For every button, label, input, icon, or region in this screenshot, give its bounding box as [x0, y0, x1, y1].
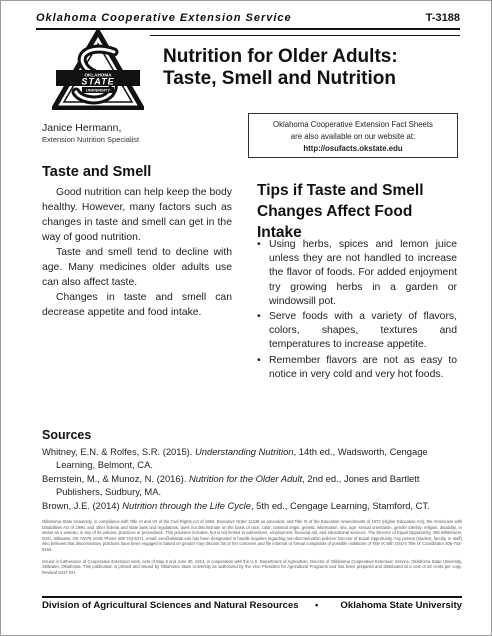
reference: Whitney, E.N. & Rolfes, S.R. (2015). Understanding Nutrition, 14th ed., Wadsworth, Cengage Learning, Belmont, CA.: [42, 446, 428, 470]
issuance-statement: Issued in furtherance of Cooperative Extension work, acts of May 8 and June 30, 1914, in cooperation with the U.S. Department of Agriculture, Director of Oklahoma Cooperative Extension Service, Oklahoma State University, Stillwater, Oklahoma. This publication is printed and issued by Oklahoma State University as authorized by the Vice President for Agricultural Programs and has been prepared and distributed at a cost of 20 cents per copy. Revised 0417 GH.: [42, 558, 462, 575]
footer-university: Oklahoma State University: [340, 600, 462, 611]
tip-text: Using herbs, spices and lemon juice unless they are not handled to increase the flavor of foods. For added enjoyment try growing herbs in a garden or windowsill pot.: [269, 239, 457, 307]
list-item: [257, 310, 457, 353]
bullet-icon: •: [257, 311, 261, 323]
tips-list: [257, 238, 457, 383]
paragraph: Taste and smell tend to decline with age. Many medicines older adults use can also affect taste.: [42, 247, 232, 288]
title-rule: [150, 35, 460, 36]
tips-heading-line-1: Tips if Taste and Smell: [257, 182, 424, 199]
nondiscrimination-statement: Oklahoma State University, in compliance with Title VI and VII of the Civil Rights Act of 1964, Executive Order 11246 as amended, and Title IX of the Education Amendments of 1972 (Higher Education Act), the Americans with Disabilities Act of 1990, and other federal and state laws and regulations, does not discriminate on the basis of race, color, national origin, genetic information, sex, age, sexual orientation, gender identity, religion, disability, or status as a veteran, in any of its policies, practices or procedures. This provision includes, but is not limited to admissions, employment, financial aid, and educational services. The Director of Equal Opportunity, 408 Whitehurst, OSU, Stillwater, OK 74078-1035; Phone 405-744-5371; email: eeo@okstate.edu has been designated to handle inquiries regarding non-discrimination policies: Director of Equal Opportunity. Any person (student, faculty, or staff) who believes that discriminatory practices have been engaged in based on gender may discuss his or her concerns and file informal or formal complaints of possible violations of Title IX with OSU's Title IX Coordinator 405-744-9154.: [42, 519, 462, 552]
page-title: [163, 46, 463, 90]
osu-logo: [52, 30, 144, 110]
footer-separator: •: [315, 600, 319, 611]
sources-list: [42, 445, 460, 513]
sources-heading: Sources: [42, 428, 92, 442]
bullet-icon: •: [257, 354, 261, 366]
list-item: [257, 354, 457, 382]
author-block: [42, 122, 139, 144]
logo-bottom-text: UNIVERSITY: [85, 87, 111, 93]
footer-rule: [42, 596, 462, 598]
list-item: [257, 238, 457, 309]
logo-top-text: OKLAHOMA: [84, 72, 112, 78]
fact-sheet-box: [248, 113, 458, 158]
tips-heading-line-2: Changes Affect Food: [257, 203, 413, 220]
footer-division: Division of Agricultural Sciences and Natural Resources: [42, 600, 299, 611]
paragraph: Good nutrition can help keep the body healthy. However, many factors such as changes in taste and smell can get in the way of good nutrition.: [42, 187, 232, 243]
title-line-1: Nutrition for Older Adults:: [163, 46, 398, 67]
fact-box-line-2: are also available on our website at:: [290, 132, 416, 141]
tip-text: Remember flavors are not as easy to notice in very cold and very hot foods.: [269, 354, 457, 380]
series-header: [36, 12, 460, 27]
legal-fine-print: [42, 519, 462, 575]
document-code: T-3188: [425, 12, 460, 24]
author-role: Extension Nutrition Specialist: [42, 135, 140, 144]
taste-smell-heading: Taste and Smell: [42, 164, 152, 180]
author-name: Janice Hermann,: [42, 122, 122, 134]
tip-text: Serve foods with a variety of flavors, colors, shapes, textures and temperatures to increase appetite.: [269, 311, 457, 351]
reference: Bernstein, M., & Munoz, N. (2016). Nutrition for the Older Adult, 2nd ed., Jones and Bartlett Publishers, Sudbury, MA.: [42, 473, 420, 497]
series-name: Oklahoma Cooperative Extension Service: [36, 12, 292, 24]
title-line-2: Taste, Smell and Nutrition: [163, 68, 396, 89]
fact-box-line-1: Oklahoma Cooperative Extension Fact Sheets: [273, 120, 433, 129]
taste-smell-body: [42, 185, 232, 320]
website-link[interactable]: http://osufacts.okstate.edu: [303, 144, 403, 153]
tips-heading-line-3: Intake: [257, 224, 302, 241]
reference: Brown, J.E. (2014) Nutrition through the Life Cycle, 5th ed., Cengage Learning, Stamford, CT.: [42, 500, 430, 511]
tips-heading: [257, 180, 457, 243]
logo-main-text: STATE: [81, 76, 115, 87]
bullet-icon: •: [257, 239, 261, 250]
paragraph: Changes in taste and smell can decrease appetite and food intake.: [42, 292, 232, 318]
